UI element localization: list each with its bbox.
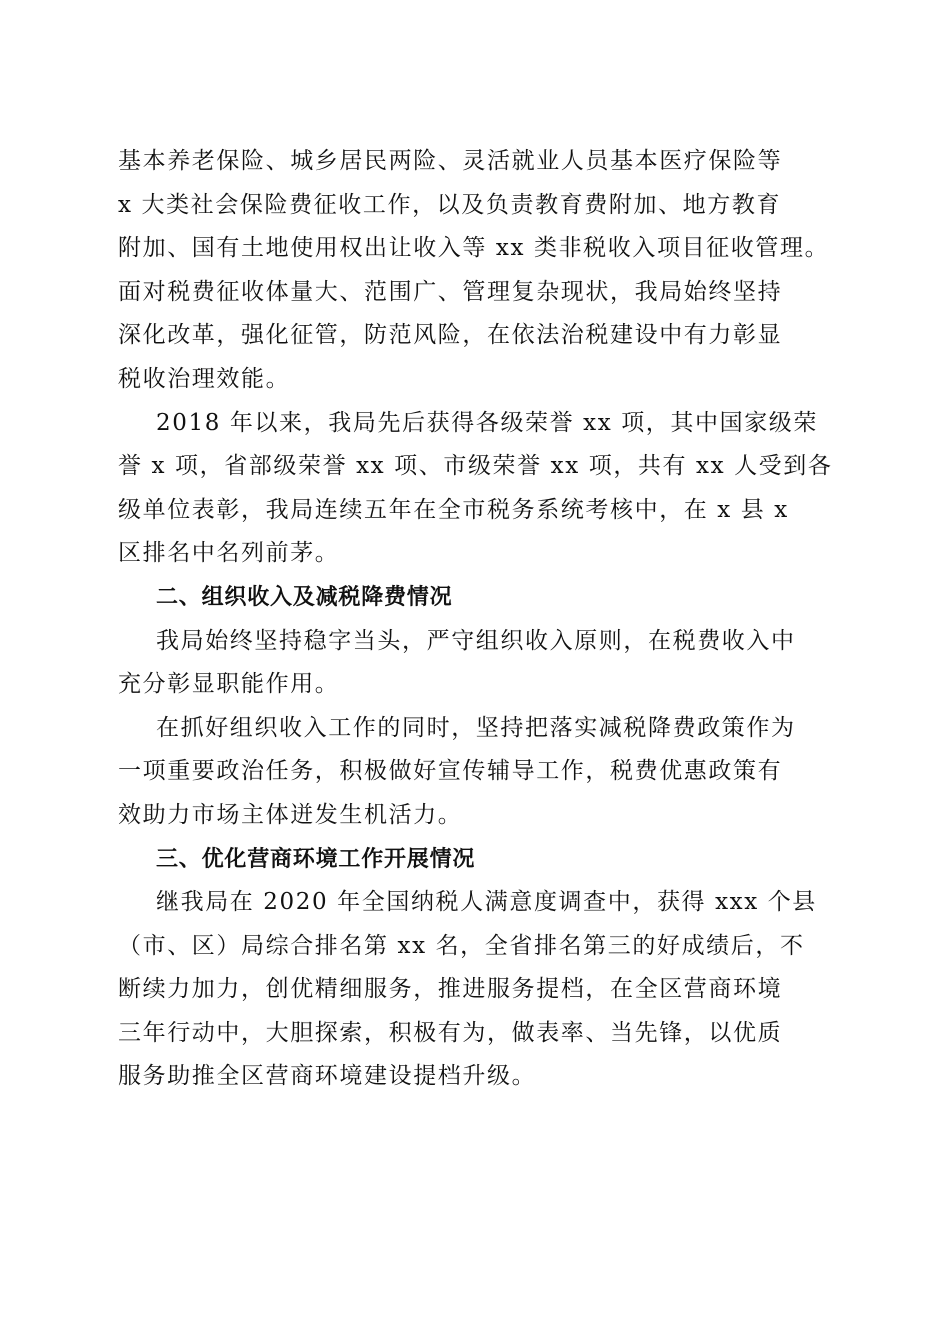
section-heading-business-environment: 三、优化营商环境工作开展情况 [156,846,476,872]
text-line: 我局始终坚持稳字当头，严守组织收入原则，在税费收入中 [156,627,796,654]
text-line: 断续力加力，创优精细服务，推进服务提档，在全区营商环境 [118,976,783,1003]
section-heading-revenue: 二、组织收入及减税降费情况 [156,584,453,610]
text-line: 2018 年以来，我局先后获得各级荣誉 xx 项，其中国家级荣 [156,409,819,436]
text-line: 誉 x 项，省部级荣誉 xx 项、市级荣誉 xx 项，共有 xx 人受到各 [118,453,833,480]
paragraph-business-environment [118,881,828,1099]
paragraph-revenue [118,620,828,707]
text-line: 服务助推全区营商环境建设提档升级。 [118,1063,537,1090]
text-line: 税收治理效能。 [118,365,291,392]
text-line: 级单位表彰，我局连续五年在全市税务系统考核中，在 x 县 x [118,496,789,523]
text-line: 效助力市场主体迸发生机活力。 [118,801,463,828]
text-line: 附加、国有土地使用权出让收入等 xx 类非税收入项目征收管理。 [118,235,830,262]
text-line: 充分彰显职能作用。 [118,671,340,698]
text-line: （市、区）局综合排名第 xx 名，全省排名第三的好成绩后，不 [118,932,805,959]
document-body [118,140,833,1099]
paragraph-tax-reduction [118,707,828,838]
text-line: 面对税费征收体量大、范围广、管理复杂现状，我局始终坚持 [118,278,783,305]
text-line: 继我局在 2020 年全国纳税人满意度调查中，获得 xxx 个县 [156,889,817,916]
text-line: 区排名中名列前茅。 [118,540,340,567]
text-line: 在抓好组织收入工作的同时，坚持把落实减税降费政策作为 [156,714,796,741]
text-line: 三年行动中，大胆探索，积极有为，做表率、当先锋，以优质 [118,1019,783,1046]
text-line: x 大类社会保险费征收工作，以及负责教育费附加、地方教育 [118,191,782,218]
text-line: 基本养老保险、城乡居民两险、灵活就业人员基本医疗保险等 [118,148,783,174]
paragraph-honors [118,402,833,576]
paragraph-social-insurance [118,140,828,402]
text-line: 深化改革，强化征管，防范风险，在依法治税建设中有力彰显 [118,322,783,349]
text-line: 一项重要政治任务，积极做好宣传辅导工作，税费优惠政策有 [118,758,783,785]
